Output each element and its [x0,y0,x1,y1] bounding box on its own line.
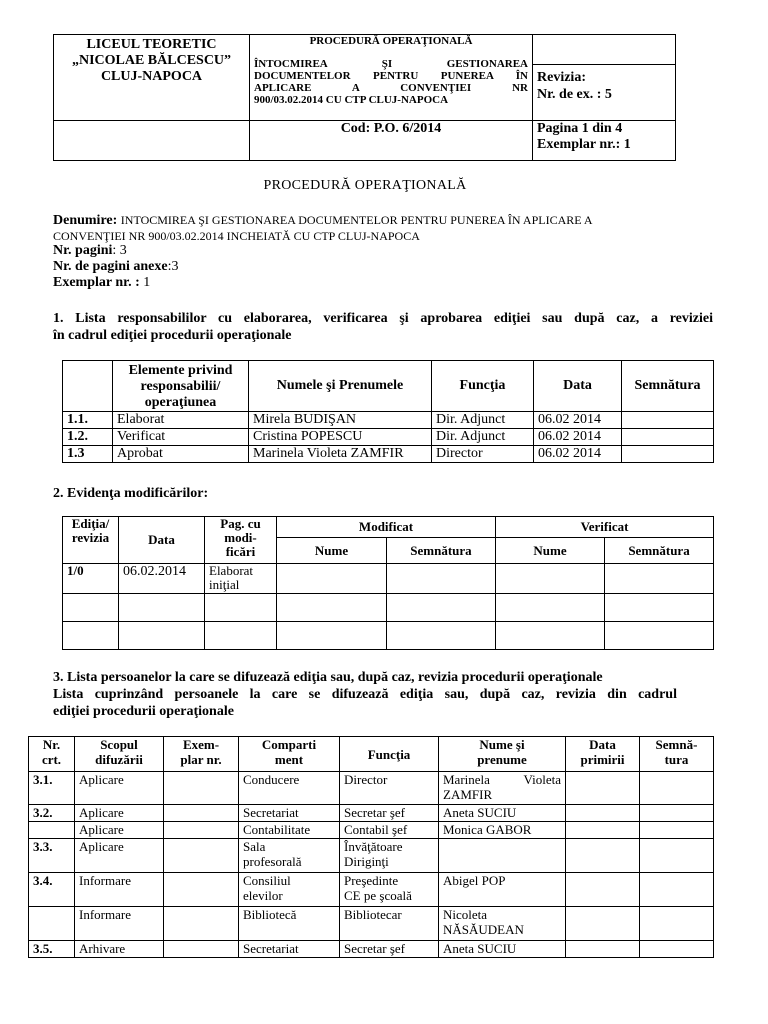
dept-line: Consiliul [243,873,291,888]
annex-label: Nr. de pagini anexe [53,259,168,274]
pages-line [53,243,733,259]
pages [205,564,277,594]
distribution-table [28,736,714,958]
scope: Aplicare [75,772,164,805]
annex-value: :3 [167,259,179,274]
header-line: Pag. cu [220,516,261,531]
header-cell: Semnătura [605,538,714,564]
copy-number [164,941,239,958]
pages-line: iniţial [209,577,240,592]
role: Secretar şef [340,805,439,822]
denumire-value: INTOCMIREA ŞI GESTIONAREA DOCUMENTELOR PENTRU PUNEREA ÎN APLICARE A [120,213,593,227]
table-row [63,412,714,429]
cell [605,564,714,594]
department: Bibliotecă [239,907,340,941]
scope: Aplicare [75,822,164,839]
name-line: ZAMFIR [443,787,493,802]
operation: Elaborat [113,412,249,429]
received-date [566,805,640,822]
cell [277,622,387,650]
header-cell: Verificat [496,517,714,538]
school-line: LICEUL TEORETIC [86,37,217,52]
header-line: revizia [71,530,110,545]
row-number: 3.4. [29,873,75,907]
header-cell: Nume [496,538,605,564]
role: Bibliotecar [340,907,439,941]
page-number: Pagina 1 din 4 [537,121,623,136]
header-cell [239,737,340,772]
denumire-value-2: CONVENŢIEI NR 900/03.02.2014 INCHEIATĂ CU CTP CLUJ-NAPOCA [53,229,420,243]
school-line: „NICOLAE BĂLCESCU” [71,53,232,68]
scope: Aplicare [75,805,164,822]
role: Director [340,772,439,805]
cell [387,564,496,594]
responsibles-table [62,360,714,463]
signature [622,429,714,446]
heading-line: ediţiei procedurii operaţionale [53,704,234,719]
role: Dir. Adjunct [432,412,534,429]
copy-number [164,805,239,822]
dept-line: profesorală [243,854,302,869]
person-name [439,772,566,805]
header-cell: Numele şi Prenumele [249,361,432,412]
revision-label: Revizia: [537,70,586,85]
header-cell [29,737,75,772]
copy-number [164,839,239,873]
department: Secretariat [239,941,340,958]
cell [387,594,496,622]
cell [119,594,205,622]
department: Conducere [239,772,340,805]
row-number [29,907,75,941]
doc-code: Cod: P.O. 6/2014 [250,121,533,161]
doc-subject-line: ÎNTOCMIREA ŞI GESTIONAREA [254,58,528,70]
header-line: Comparti [261,737,317,752]
header-line: crt. [41,752,62,767]
pages-value: : 3 [112,243,127,258]
table-row [29,839,714,873]
header-line: Nume şi [479,737,525,752]
copy-value: 1 [139,275,151,290]
person-name: Monica GABOR [439,822,566,839]
department: Secretariat [239,805,340,822]
cell [496,622,605,650]
header-cell [566,737,640,772]
received-date [566,772,640,805]
role-line: Diriginţi [344,854,389,869]
role: Dir. Adjunct [432,429,534,446]
role [340,873,439,907]
operation: Aprobat [113,446,249,463]
header-line: modi- [224,530,257,545]
header-line: ment [274,752,304,767]
heading-line: în cadrul ediţiei procedurii operaţionale [53,328,292,343]
department [239,839,340,873]
denumire-line [53,212,733,229]
scope: Informare [75,873,164,907]
denumire-label: Denumire: [53,213,118,228]
cell [63,594,119,622]
doc-subject-line: APLICARE A CONVENŢIEI NR [254,82,528,94]
header-cell: Modificat [277,517,496,538]
doc-type: PROCEDURĂ OPERAŢIONALĂ [309,35,473,47]
cell [277,594,387,622]
heading-line: 1. Lista responsabililor cu elaborarea, verificarea şi aprobarea ediţiei sau după caz, a reviziei [53,311,713,326]
section2-heading: 2. Evidenţa modificărilor: [53,486,209,501]
header-cell [63,517,119,564]
school-line: CLUJ-NAPOCA [100,69,203,84]
school-name [54,35,250,121]
signature [640,941,714,958]
edition: 1/0 [63,564,119,594]
name-line: NĂSĂUDEAN [443,922,524,937]
dept-line: Sala [243,839,266,854]
header-cell: Funcţia [432,361,534,412]
header-line: Exem- [182,737,220,752]
department [239,873,340,907]
header-line: primirii [580,752,625,767]
annex-line [53,259,733,275]
copy-number [164,873,239,907]
header-line: Data [589,737,616,752]
received-date [566,839,640,873]
signature [640,772,714,805]
signature [622,446,714,463]
header-cell: Elemente privind responsabilii/ operaţiunea [113,361,249,412]
row-number: 1.2. [63,429,113,446]
pages-line: Elaborat [209,563,254,578]
table-row [63,564,714,594]
scope: Informare [75,907,164,941]
cell [63,622,119,650]
person-name: Abigel POP [439,873,566,907]
person-name: Aneta SUCIU [439,805,566,822]
person-name [439,907,566,941]
header-cell: Nume [277,538,387,564]
row-number: 1.1. [63,412,113,429]
header-cell: Data [534,361,622,412]
received-date [566,941,640,958]
signature [640,822,714,839]
table-row [63,446,714,463]
date: 06.02 2014 [534,429,622,446]
row-number: 3.3. [29,839,75,873]
empty-cell [54,121,250,161]
table-row [29,805,714,822]
page-title: PROCEDURĂ OPERAŢIONALĂ [263,178,467,193]
person-name: Cristina POPESCU [249,429,432,446]
header-cell [439,737,566,772]
signature [640,839,714,873]
copies-count: Nr. de ex. : 5 [537,87,612,102]
person-name [439,839,566,873]
doc-subject-line: 900/03.02.2014 CU CTP CLUJ-NAPOCA [254,94,449,106]
row-number: 3.1. [29,772,75,805]
operation: Verificat [113,429,249,446]
table-row [29,873,714,907]
received-date [566,822,640,839]
header-cell: Semnătura [622,361,714,412]
department: Contabilitate [239,822,340,839]
role: Contabil şef [340,822,439,839]
header-cell [63,361,113,412]
header-line: Semnă- [655,737,698,752]
header-cell [205,517,277,564]
date: 06.02 2014 [534,446,622,463]
table-row [63,594,714,622]
cell [205,622,277,650]
cell [605,594,714,622]
cell [496,594,605,622]
header-line: Scopul [100,737,138,752]
signature [640,805,714,822]
copy-label: Exemplar nr. : [53,275,140,290]
person-name: Aneta SUCIU [439,941,566,958]
row-number: 3.5. [29,941,75,958]
meta-block [53,212,733,291]
header-cell [164,737,239,772]
role: Secretar şef [340,941,439,958]
dept-line: elevilor [243,888,283,903]
table-row [29,941,714,958]
date: 06.02.2014 [119,564,205,594]
empty-cell [533,35,676,65]
doc-title-cell [250,35,533,121]
header-cell: Data [119,517,205,564]
header-line: plar nr. [180,752,222,767]
header-cell [640,737,714,772]
table-row [63,622,714,650]
cell [205,594,277,622]
signature [640,907,714,941]
header-cell [75,737,164,772]
copy-number [164,772,239,805]
cell [387,622,496,650]
table-row [29,822,714,839]
role: Director [432,446,534,463]
section3-heading [53,669,677,720]
cell [605,622,714,650]
header-line: tura [664,752,689,767]
row-number: 1.3 [63,446,113,463]
revision-cell [533,65,676,121]
person-name: Marinela Violeta ZAMFIR [249,446,432,463]
signature [622,412,714,429]
name-line: Marinela Violeta [443,772,561,787]
header-cell: Funcţia [340,737,439,772]
heading-line: Lista cuprinzând persoanele la care se difuzează ediţia sau, după caz, revizia din cadrul [53,687,677,702]
date: 06.02 2014 [534,412,622,429]
exemplar-number: Exemplar nr.: 1 [537,137,631,152]
copy-number [164,907,239,941]
received-date [566,907,640,941]
role-line: Învăţătoare [344,839,403,854]
cell [496,564,605,594]
header-table [53,34,676,161]
role-line: CE pe şcoală [344,888,412,903]
table-row [29,772,714,805]
name-line: Nicoleta [443,907,488,922]
received-date [566,873,640,907]
signature [640,873,714,907]
cell [277,564,387,594]
scope: Arhivare [75,941,164,958]
pages-label: Nr. pagini [53,243,113,258]
modifications-table [62,516,714,650]
role [340,839,439,873]
row-number [29,822,75,839]
header-cell: Semnătura [387,538,496,564]
copy-number [164,822,239,839]
page-cell [533,121,676,161]
copy-line [53,275,733,291]
heading-line: 3. Lista persoanelor la care se difuzează ediţia sau, după caz, revizia procedurii operaţionale [53,670,603,685]
row-number: 3.2. [29,805,75,822]
header-line: ficări [225,544,256,559]
table-row [29,907,714,941]
header-line: Ediţia/ [71,516,110,531]
person-name: Mirela BUDIŞAN [249,412,432,429]
cell [119,622,205,650]
doc-subject-line: DOCUMENTELOR PENTRU PUNEREA ÎN [254,70,528,82]
table-row [63,429,714,446]
role-line: Preşedinte [344,873,399,888]
scope: Aplicare [75,839,164,873]
section1-heading [53,310,713,344]
header-line: difuzării [95,752,143,767]
header-line: Nr. [42,737,61,752]
header-line: prenume [477,752,527,767]
